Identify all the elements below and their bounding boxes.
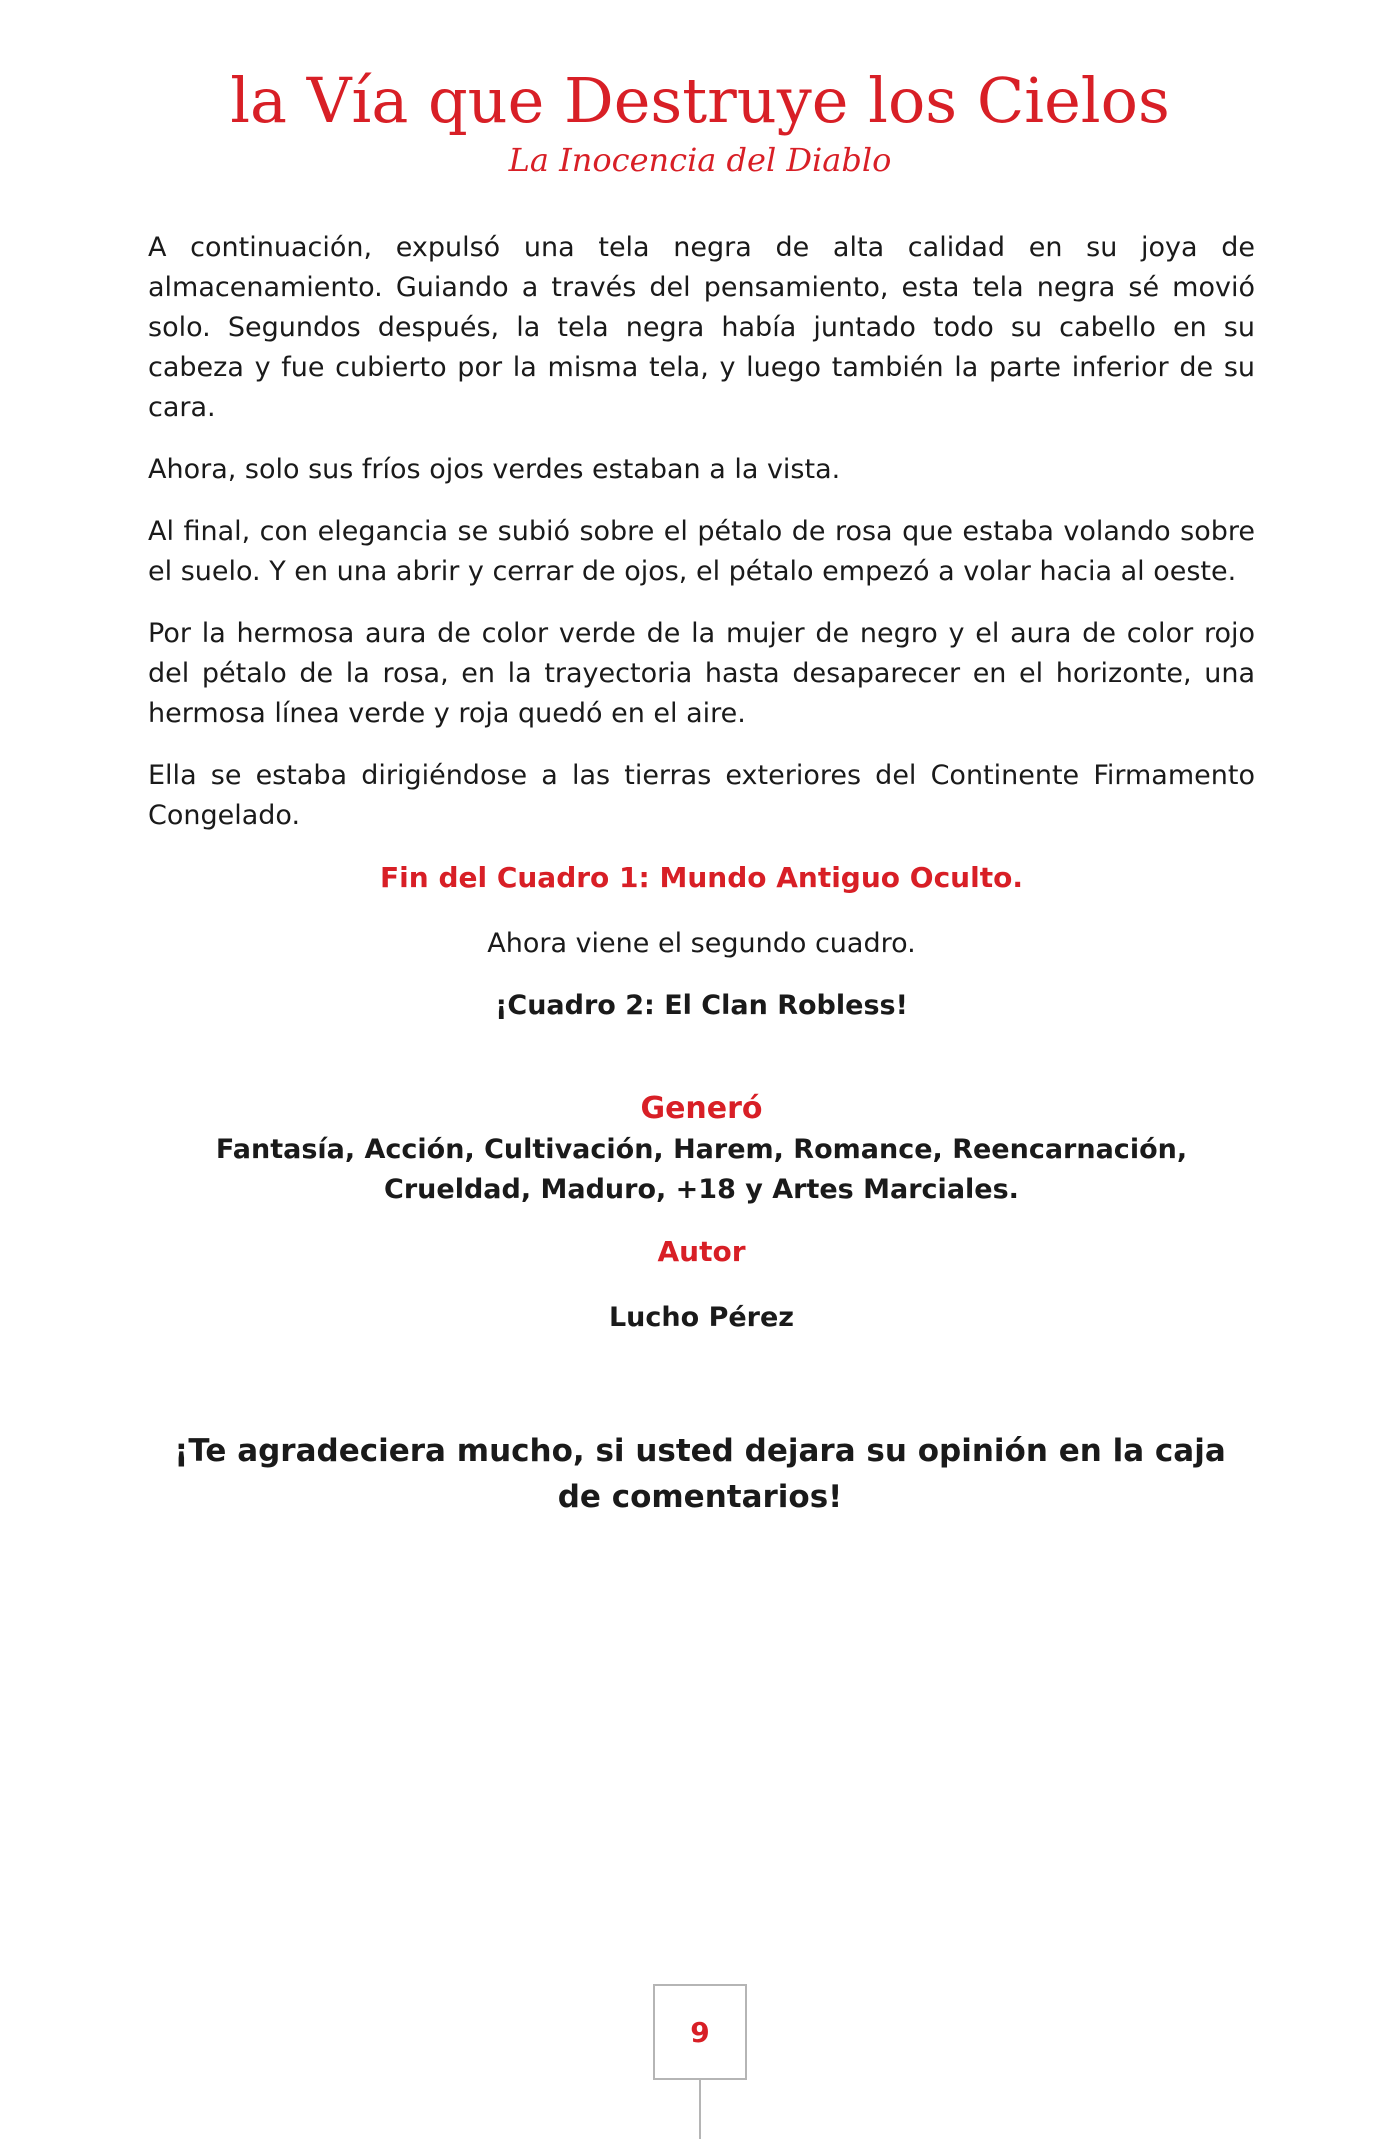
page-number-line <box>699 2080 701 2139</box>
comment-request: ¡Te agradeciera mucho, si usted dejara su opinión en la caja de comentarios! <box>174 1433 1226 1515</box>
page-number: 9 <box>690 2015 710 2049</box>
paragraph-4: Por la hermosa aura de color verde de la mujer de negro y el aura de color rojo del pétalo de la rosa, en la trayectoria hasta desaparecer en el horizonte, una hermosa línea verde y roja quedó en el aire. <box>148 618 1255 729</box>
paragraph-3: Al final, con elegancia se subió sobre el pétalo de rosa que estaba volando sobre el suelo. Y en una abrir y cerrar de ojos, el pétalo empezó a volar hacia al oeste. <box>148 516 1255 587</box>
chapter-end-note: Fin del Cuadro 1: Mundo Antiguo Oculto. <box>380 861 1023 894</box>
book-info <box>148 1088 1255 1338</box>
next-chapter-title: ¡Cuadro 2: El Clan Robless! <box>495 990 908 1021</box>
paragraph-2: Ahora, solo sus fríos ojos verdes estaban a la vista. <box>148 454 841 485</box>
genre-list: Fantasía, Acción, Cultivación, Harem, Romance, Reencarnación, Crueldad, Maduro, +18 y Artes Marciales. <box>215 1134 1188 1205</box>
author-name: Lucho Pérez <box>608 1302 795 1333</box>
paragraph-1: A continuación, expulsó una tela negra de alta calidad en su joya de almacenamiento. Guiando a través del pensamiento, esta tela negra sé movió solo. Segundos después, la tela negra había juntado todo su cabello en su cabeza y fue cubierto por la misma tela, y luego también la parte inferior de su cara. <box>148 232 1255 423</box>
next-chapter-note: Ahora viene el segundo cuadro. <box>487 928 916 959</box>
author-heading: Autor <box>657 1235 746 1268</box>
genre-heading: Generó <box>640 1091 763 1126</box>
page-number-box <box>653 1984 747 2080</box>
book-subtitle: La Inocencia del Diablo <box>508 141 892 179</box>
page-header <box>0 62 1400 180</box>
chapter-body <box>148 228 1255 1026</box>
paragraph-5: Ella se estaba dirigiéndose a las tierras exteriores del Continente Firmamento Congelado. <box>148 760 1255 831</box>
book-title: la Vía que Destruye los Cielos <box>230 64 1170 137</box>
